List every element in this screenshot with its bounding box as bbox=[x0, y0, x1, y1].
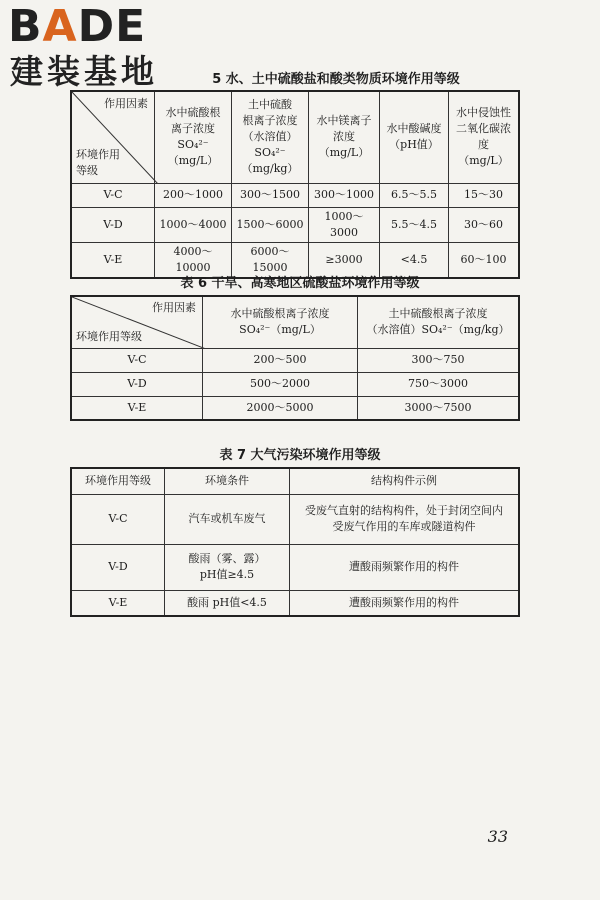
table5-caption: 5 水、土中硫酸盐和酸类物质环境作用等级 bbox=[212, 72, 460, 87]
cell: 60～100 bbox=[449, 242, 520, 278]
h-line: （水溶值） bbox=[242, 130, 298, 144]
logo-main-text bbox=[8, 1, 147, 52]
cell: 200～1000 bbox=[155, 183, 232, 207]
cell: V-C bbox=[71, 494, 165, 544]
cell: 300～1500 bbox=[232, 183, 309, 207]
table5-header-cell bbox=[380, 91, 449, 183]
cell: 1500～6000 bbox=[232, 207, 309, 242]
table6-corner-cell bbox=[71, 296, 203, 348]
table5-header-cell bbox=[155, 91, 232, 183]
cell-line: 汽车或机车废气 bbox=[188, 512, 266, 525]
h-line: （mg/L） bbox=[458, 154, 509, 168]
table7-header-row bbox=[71, 468, 519, 494]
table7 bbox=[70, 467, 520, 617]
cell: V-E bbox=[71, 242, 155, 278]
cell-line: 遭酸雨频繁作用的构件 bbox=[349, 595, 459, 609]
h-line: 土中硫酸 bbox=[248, 98, 292, 112]
table-row bbox=[71, 396, 519, 420]
cell: V-E bbox=[71, 590, 165, 616]
h-line: 水中酸碱度 bbox=[386, 122, 442, 136]
cell bbox=[290, 544, 520, 590]
table7-header-cell: 环境作用等级 bbox=[71, 468, 165, 494]
table5-header-row bbox=[71, 91, 519, 183]
table5 bbox=[70, 90, 520, 279]
cell: <4.5 bbox=[380, 242, 449, 278]
logo-letters: BADE bbox=[8, 1, 147, 52]
table-row bbox=[71, 183, 519, 207]
h-line: （mg/L） bbox=[167, 154, 219, 168]
cell bbox=[165, 544, 290, 590]
cell: 15～30 bbox=[449, 183, 520, 207]
h-line: SO₄²⁻ bbox=[254, 146, 286, 160]
h-line: 水中硫酸根离子浓度 bbox=[230, 307, 330, 321]
cell bbox=[290, 590, 520, 616]
h-line: （mg/L） bbox=[318, 146, 370, 160]
table7-header-cell: 环境条件 bbox=[165, 468, 290, 494]
cell-line: 遭酸雨频繁作用的构件 bbox=[349, 560, 459, 573]
table7-header-cell: 结构构件示例 bbox=[290, 468, 520, 494]
cell: 1000～4000 bbox=[155, 207, 232, 242]
cell-line: pH值≥4.5 bbox=[199, 568, 255, 581]
h-line: 水中镁离子 bbox=[316, 114, 372, 128]
cell: 30～60 bbox=[449, 207, 520, 242]
cell: 6000～15000 bbox=[232, 242, 309, 278]
h-line: 离子浓度 bbox=[171, 122, 215, 136]
corner-bottom-line2: 等级 bbox=[76, 163, 98, 177]
cell-line: 酸雨 pH值<4.5 bbox=[187, 595, 267, 609]
h-line: 根离子浓度 bbox=[242, 114, 298, 128]
cell-line: 受废气作用的车库或隧道构件 bbox=[332, 520, 476, 533]
cell-line: 酸雨（雾、露） bbox=[188, 552, 266, 565]
h-line: 水中硫酸根 bbox=[165, 106, 221, 120]
cell: 4000～10000 bbox=[155, 242, 232, 278]
h-line: SO₄²⁻ bbox=[177, 138, 209, 152]
cell: 750～3000 bbox=[358, 372, 520, 396]
table5-header-cell bbox=[449, 91, 520, 183]
h-line: 水中侵蚀性 bbox=[456, 106, 511, 120]
h-line: （水溶值）SO₄²⁻（mg/kg） bbox=[366, 323, 510, 337]
table5-header-cell bbox=[309, 91, 380, 183]
cell: ≥3000 bbox=[309, 242, 380, 278]
logo-accent-letter: A bbox=[42, 1, 78, 52]
h-line: 浓度 bbox=[333, 130, 355, 144]
table6-caption: 表 6 干旱、高寒地区硫酸盐环境作用等级 bbox=[180, 276, 420, 291]
cell: 5.5～4.5 bbox=[380, 207, 449, 242]
table6 bbox=[70, 295, 520, 421]
table-row bbox=[71, 590, 519, 616]
cell: V-D bbox=[71, 207, 155, 242]
logo-sub-text: 建装基地 bbox=[10, 52, 158, 91]
table6-header-cell bbox=[358, 296, 520, 348]
table7-caption: 表 7 大气污染环境作用等级 bbox=[219, 448, 381, 463]
corner-bottom-label bbox=[76, 147, 120, 179]
table5-corner-cell bbox=[71, 91, 155, 183]
corner-top-label: 作用因素 bbox=[104, 97, 148, 110]
cell: V-D bbox=[71, 544, 165, 590]
cell: V-D bbox=[71, 372, 203, 396]
page-number: 33 bbox=[487, 827, 508, 846]
table-row bbox=[71, 372, 519, 396]
cell: 3000～7500 bbox=[358, 396, 520, 420]
cell: V-C bbox=[71, 348, 203, 372]
table5-header-cell bbox=[232, 91, 309, 183]
table6-header-row bbox=[71, 296, 519, 348]
cell: V-E bbox=[71, 396, 203, 420]
cell: 300～750 bbox=[358, 348, 520, 372]
h-line: 土中硫酸根离子浓度 bbox=[388, 307, 488, 321]
cell bbox=[165, 494, 290, 544]
table-row bbox=[71, 348, 519, 372]
table-row bbox=[71, 207, 519, 242]
table6-header-cell bbox=[203, 296, 358, 348]
cell bbox=[290, 494, 520, 544]
table-row bbox=[71, 494, 519, 544]
cell: V-C bbox=[71, 183, 155, 207]
h-line: （mg/kg） bbox=[241, 162, 299, 176]
corner-bottom-line1: 环境作用 bbox=[76, 147, 120, 161]
cell: 6.5～5.5 bbox=[380, 183, 449, 207]
corner-top-label: 作用因素 bbox=[152, 301, 196, 314]
cell: 1000～3000 bbox=[309, 207, 380, 242]
h-line: SO₄²⁻（mg/L） bbox=[239, 323, 321, 337]
h-line: 二氧化碳浓度 bbox=[456, 122, 511, 152]
corner-bottom-label: 环境作用等级 bbox=[76, 329, 142, 343]
cell: 500～2000 bbox=[203, 372, 358, 396]
cell: 2000～5000 bbox=[203, 396, 358, 420]
table-row bbox=[71, 544, 519, 590]
cell: 300～1000 bbox=[309, 183, 380, 207]
cell bbox=[165, 590, 290, 616]
cell-line: 受废气直射的结构构件，处于封闭空间内 bbox=[305, 504, 503, 517]
cell: 200～500 bbox=[203, 348, 358, 372]
h-line: （pH值） bbox=[389, 138, 439, 152]
